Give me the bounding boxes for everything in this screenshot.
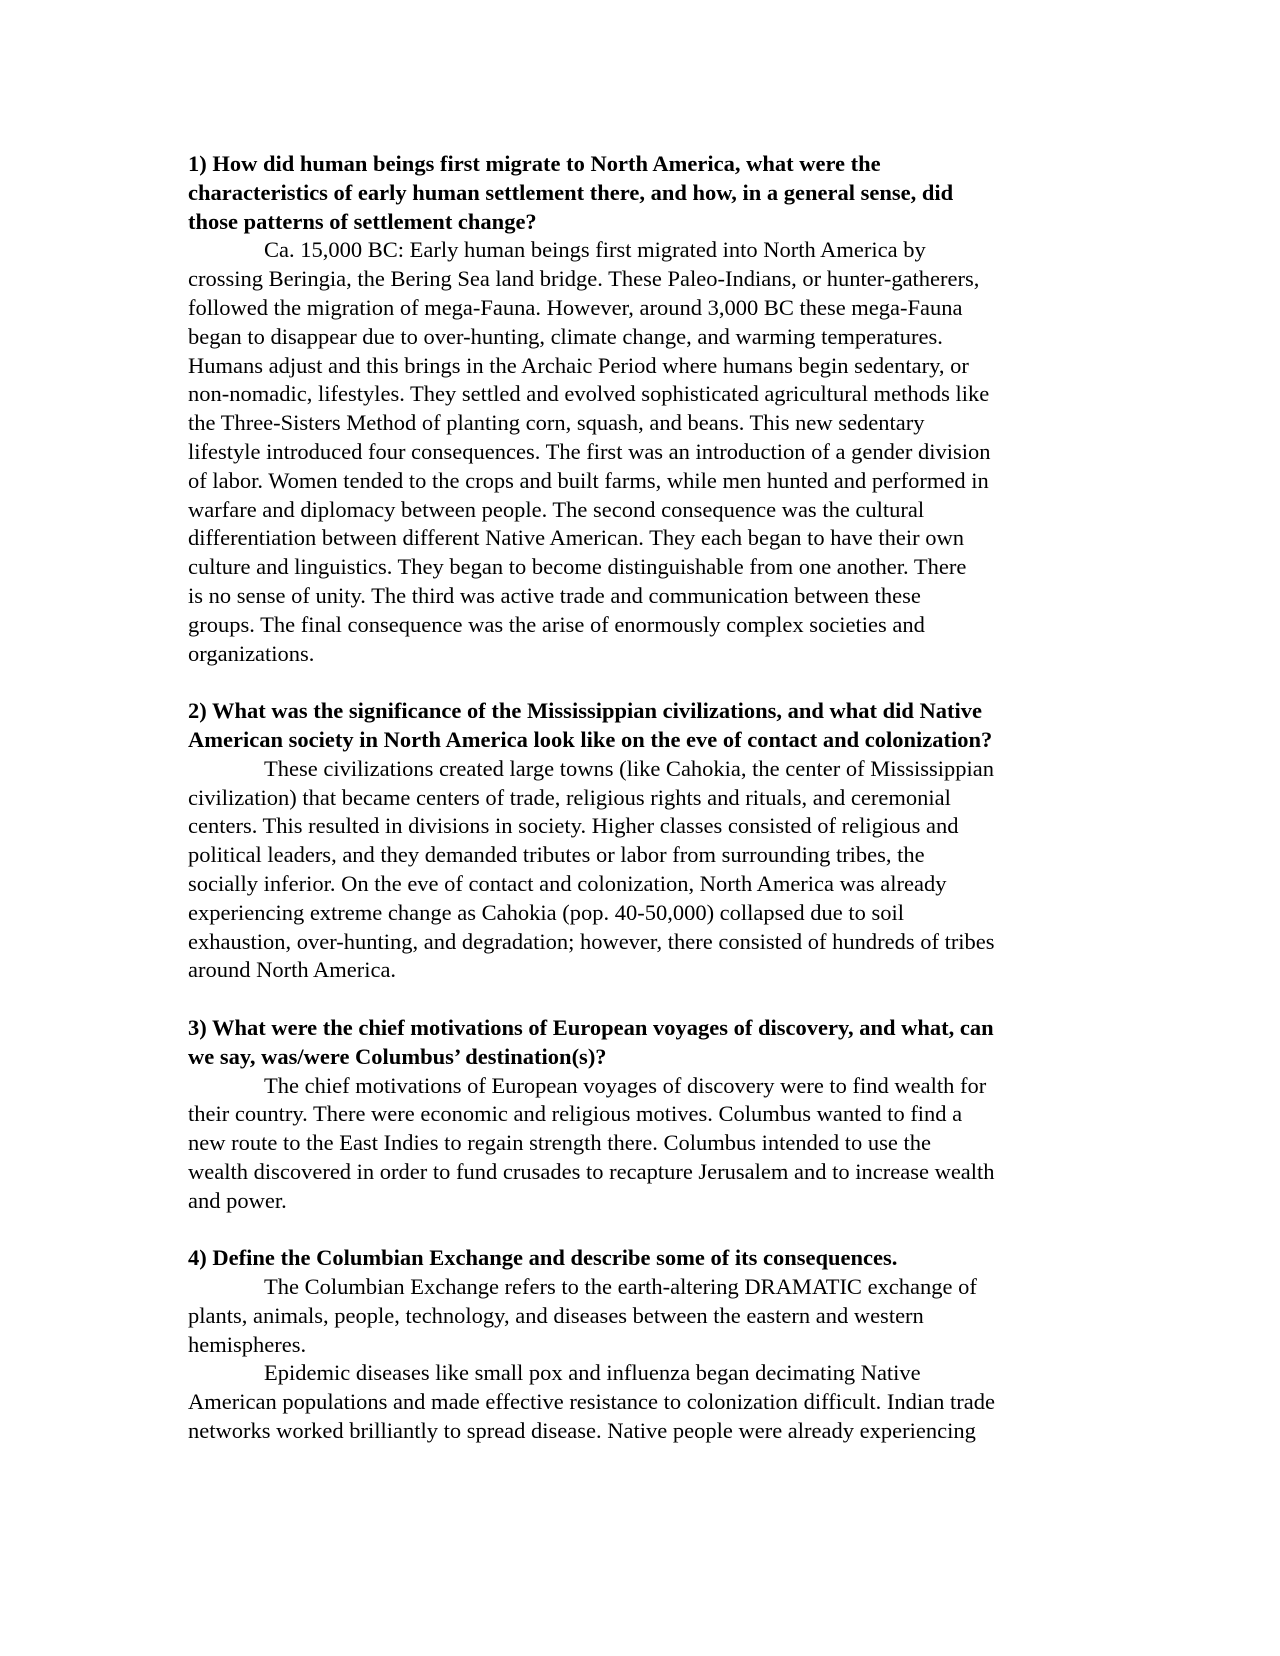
answer-line: The chief motivations of European voyages of discovery were to find wealth for [264, 1072, 987, 1098]
question-line: characteristics of early human settlement there, and how, in a general sense, did [188, 179, 954, 205]
answer-line: political leaders, and they demanded tributes or labor from surrounding tribes, the [188, 842, 925, 868]
answer-line: warfare and diplomacy between people. The second consequence was the cultural [188, 496, 925, 522]
question-line: 4) Define the Columbian Exchange and describe some of its consequences. [188, 1245, 898, 1271]
answer-line: new route to the East Indies to regain strength there. Columbus intended to use the [188, 1130, 931, 1156]
answer-line: Epidemic diseases like small pox and influenza began decimating Native [264, 1360, 921, 1386]
answer-line: their country. There were economic and religious motives. Columbus wanted to find a [188, 1101, 963, 1127]
answer-line: Humans adjust and this brings in the Archaic Period where humans begin sedentary, or [188, 352, 969, 378]
answer-line: crossing Beringia, the Bering Sea land bridge. These Paleo-Indians, or hunter-gatherers, [188, 266, 980, 292]
question-line: 3) What were the chief motivations of European voyages of discovery, and what, can [188, 1014, 994, 1040]
question-section-2 [188, 697, 1108, 985]
answer-line: followed the migration of mega-Fauna. However, around 3,000 BC these mega-Fauna [188, 294, 963, 320]
answer-line: began to disappear due to over-hunting, climate change, and warming temperatures. [188, 323, 943, 349]
answer-line: of labor. Women tended to the crops and built farms, while men hunted and performed in [188, 467, 989, 493]
answer-line: around North America. [188, 957, 397, 983]
answer-line: centers. This resulted in divisions in society. Higher classes consisted of religious and [188, 813, 959, 839]
answer-line: hemispheres. [188, 1331, 307, 1357]
question-heading [188, 1014, 1108, 1072]
question-heading [188, 1244, 1108, 1273]
answer-line: groups. The final consequence was the arise of enormously complex societies and [188, 611, 925, 637]
question-line: 1) How did human beings first migrate to North America, what were the [188, 151, 881, 176]
answer-paragraph [188, 236, 1108, 668]
answer-line: civilization) that became centers of trade, religious rights and rituals, and ceremonial [188, 784, 951, 810]
answer-line: and power. [188, 1187, 287, 1213]
document-page [188, 150, 1108, 1475]
answer-line: exhaustion, over-hunting, and degradation; however, there consisted of hundreds of tribes [188, 928, 995, 954]
question-section-4 [188, 1244, 1108, 1446]
question-line: 2) What was the significance of the Mississippian civilizations, and what did Native [188, 698, 983, 724]
question-line: American society in North America look like on the eve of contact and colonization? [188, 726, 993, 752]
answer-line: experiencing extreme change as Cahokia (pop. 40-50,000) collapsed due to soil [188, 899, 905, 925]
answer-line: is no sense of unity. The third was active trade and communication between these [188, 582, 921, 608]
answer-line: organizations. [188, 640, 315, 666]
answer-paragraph [188, 755, 1108, 985]
question-line: those patterns of settlement change? [188, 208, 537, 234]
answer-line: socially inferior. On the eve of contact and colonization, North America was already [188, 870, 947, 896]
answer-line: wealth discovered in order to fund crusades to recapture Jerusalem and to increase wealth [188, 1158, 995, 1184]
answer-paragraph [188, 1273, 1108, 1359]
answer-paragraph [188, 1072, 1108, 1216]
answer-line: lifestyle introduced four consequences. The first was an introduction of a gender division [188, 438, 991, 464]
answer-line: The Columbian Exchange refers to the earth-altering DRAMATIC exchange of [264, 1274, 977, 1300]
answer-line: non-nomadic, lifestyles. They settled and evolved sophisticated agricultural methods like [188, 381, 990, 407]
answer-line: culture and linguistics. They began to become distinguishable from one another. There [188, 554, 967, 580]
answer-line: American populations and made effective resistance to colonization difficult. Indian trade [188, 1389, 996, 1415]
answer-line: differentiation between different Native American. They each began to have their own [188, 525, 964, 551]
question-section-1 [188, 150, 1108, 668]
question-line: we say, was/were Columbus’ destination(s)? [188, 1043, 607, 1069]
answer-line: plants, animals, people, technology, and diseases between the eastern and western [188, 1302, 924, 1328]
answer-line: the Three-Sisters Method of planting corn, squash, and beans. This new sedentary [188, 410, 925, 436]
answer-line: networks worked brilliantly to spread disease. Native people were already experiencing [188, 1418, 976, 1444]
question-section-3 [188, 1014, 1108, 1216]
answer-line: Ca. 15,000 BC: Early human beings first migrated into North America by [264, 237, 926, 263]
question-heading [188, 150, 1108, 236]
answer-paragraph [188, 1359, 1108, 1445]
answer-line: These civilizations created large towns (like Cahokia, the center of Mississippian [264, 755, 994, 781]
question-heading [188, 697, 1108, 755]
